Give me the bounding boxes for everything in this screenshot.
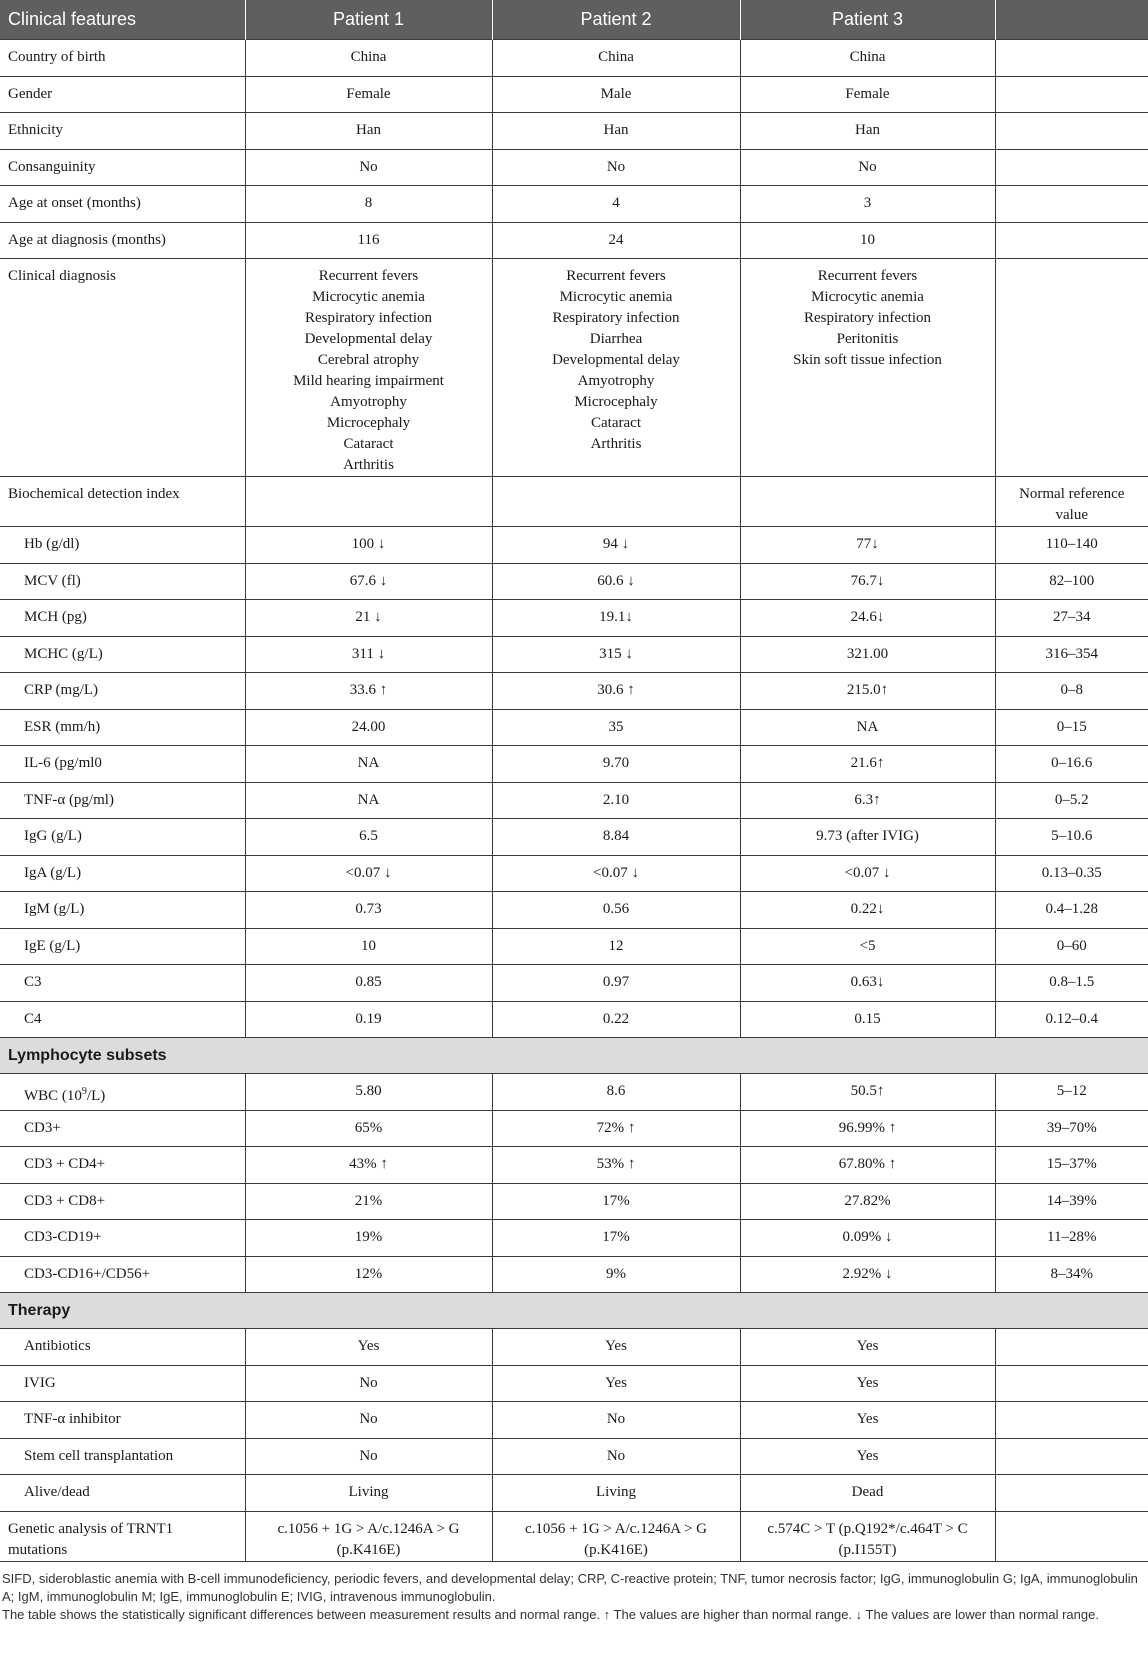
section-title: Therapy <box>0 1293 1148 1329</box>
cell-line: (p.K416E) <box>584 1541 648 1558</box>
patient-2-value <box>492 477 740 527</box>
cell-line: Amyotrophy <box>577 373 655 389</box>
lymphocyte-row <box>0 1220 1148 1257</box>
cell-line: Microcephaly <box>574 394 658 410</box>
reference-value: 8–34% <box>995 1256 1148 1293</box>
therapy-section-header <box>0 1293 1148 1329</box>
patient-1-value: 43% ↑ <box>245 1147 492 1184</box>
cell-line: Normal reference <box>1019 486 1125 502</box>
cell-line: Amyotrophy <box>330 394 407 410</box>
row-label: ESR (mm/h) <box>0 709 245 746</box>
reference-value: 14–39% <box>995 1183 1148 1220</box>
patient-1-value: 0.19 <box>245 1001 492 1038</box>
patient-1-value: 5.80 <box>245 1074 492 1111</box>
biochemical-row <box>0 527 1148 564</box>
patient-1-value: 19% <box>245 1220 492 1257</box>
patient-1-value: 21% <box>245 1183 492 1220</box>
row-label: Alive/dead <box>0 1475 245 1512</box>
patient-1-value: 0.73 <box>245 892 492 929</box>
patient-2-value: 17% <box>492 1220 740 1257</box>
patient-1-value: Han <box>245 113 492 150</box>
row-label: MCH (pg) <box>0 600 245 637</box>
row-label: IgE (g/L) <box>0 928 245 965</box>
patient-2-value: 0.97 <box>492 965 740 1002</box>
patient-2-value: 8.6 <box>492 1074 740 1111</box>
cell-line: c.1056 + 1G > A/c.1246A > G <box>524 1520 708 1537</box>
row-label: Country of birth <box>0 40 245 77</box>
patient-2-value: 315 ↓ <box>492 636 740 673</box>
lymphocyte-row <box>0 1110 1148 1147</box>
patient-3-value: China <box>740 40 995 77</box>
patient-2-value: 24 <box>492 222 740 259</box>
row-label: Age at onset (months) <box>0 186 245 223</box>
patient-2-value: China <box>492 40 740 77</box>
biochemical-row <box>0 600 1148 637</box>
lymphocyte-row <box>0 1147 1148 1184</box>
patient-1-diagnosis <box>245 259 492 477</box>
reference-value: 11–28% <box>995 1220 1148 1257</box>
patient-3-value: Yes <box>740 1402 995 1439</box>
cell-line: Mild hearing impairment <box>293 373 444 389</box>
biochemical-row <box>0 746 1148 783</box>
reference-value <box>995 113 1148 150</box>
patient-2-value: 8.84 <box>492 819 740 856</box>
demographic-row <box>0 222 1148 259</box>
reference-value <box>995 76 1148 113</box>
patient-1-value: 100 ↓ <box>245 527 492 564</box>
reference-value: 15–37% <box>995 1147 1148 1184</box>
patient-2-value: No <box>492 1438 740 1475</box>
patient-3-value: 96.99% ↑ <box>740 1110 995 1147</box>
patient-3-value: 0.63↓ <box>740 965 995 1002</box>
patient-2-value: Han <box>492 113 740 150</box>
reference-value: 82–100 <box>995 563 1148 600</box>
patient-3-value: 24.6↓ <box>740 600 995 637</box>
patient-1-value: Yes <box>245 1329 492 1366</box>
patient-3-value: 67.80% ↑ <box>740 1147 995 1184</box>
row-label: TNF-α (pg/ml) <box>0 782 245 819</box>
patient-3-diagnosis <box>740 259 995 477</box>
patient-2-value: No <box>492 1402 740 1439</box>
reference-value: 0.13–0.35 <box>995 855 1148 892</box>
patient-3-value: 10 <box>740 222 995 259</box>
patient-3-value: 27.82% <box>740 1183 995 1220</box>
patient-3-value: 0.09% ↓ <box>740 1220 995 1257</box>
patient-1-value: NA <box>245 782 492 819</box>
row-label: MCV (fl) <box>0 563 245 600</box>
patient-2-diagnosis <box>492 259 740 477</box>
patient-3-value: 3 <box>740 186 995 223</box>
cell-line: Respiratory infection <box>803 310 932 326</box>
patient-1-value: 10 <box>245 928 492 965</box>
biochemical-row <box>0 819 1148 856</box>
biochemical-row <box>0 782 1148 819</box>
patient-1-value: 21 ↓ <box>245 600 492 637</box>
row-label: CD3 + CD8+ <box>0 1183 245 1220</box>
demographic-row <box>0 149 1148 186</box>
row-label: CD3+ <box>0 1110 245 1147</box>
patient-1-value: 24.00 <box>245 709 492 746</box>
cell-line: Recurrent fevers <box>817 268 918 284</box>
cell-line: Cerebral atrophy <box>317 352 420 368</box>
patient-3-value: 2.92% ↓ <box>740 1256 995 1293</box>
patient-1-value: China <box>245 40 492 77</box>
patient-3-value: 215.0↑ <box>740 673 995 710</box>
cell-line: Developmental delay <box>552 352 680 368</box>
cell-line: Skin soft tissue infection <box>793 352 942 368</box>
clinical-diagnosis-row <box>0 259 1148 477</box>
patient-2-value: 35 <box>492 709 740 746</box>
cell-line: Cataract <box>343 436 394 452</box>
patient-2-value: 60.6 ↓ <box>492 563 740 600</box>
row-label: Stem cell transplantation <box>0 1438 245 1475</box>
patient-3-value: Yes <box>740 1329 995 1366</box>
patient-2-value: 17% <box>492 1183 740 1220</box>
row-label <box>0 1511 245 1561</box>
cell-line: Microcephaly <box>326 415 411 431</box>
patient-3-value: <0.07 ↓ <box>740 855 995 892</box>
biochemical-row <box>0 892 1148 929</box>
row-label: C4 <box>0 1001 245 1038</box>
patient-3-value: 50.5↑ <box>740 1074 995 1111</box>
patient-3-value: Female <box>740 76 995 113</box>
biochemical-row <box>0 673 1148 710</box>
reference-value <box>995 222 1148 259</box>
cell-line: Respiratory infection <box>552 310 680 326</box>
cell-line: c.1056 + 1G > A/c.1246A > G <box>277 1520 460 1537</box>
row-label: Biochemical detection index <box>0 477 245 527</box>
cell-line: Recurrent fevers <box>318 268 419 284</box>
patient-2-value: 94 ↓ <box>492 527 740 564</box>
reference-value: 39–70% <box>995 1110 1148 1147</box>
patient-2-value: 9.70 <box>492 746 740 783</box>
patient-3-value: Dead <box>740 1475 995 1512</box>
patient-3-value: 6.3↑ <box>740 782 995 819</box>
cell-line: (p.K416E) <box>336 1541 401 1558</box>
cell-line: Developmental delay <box>304 331 433 347</box>
demographic-row <box>0 113 1148 150</box>
patient-2-value: 53% ↑ <box>492 1147 740 1184</box>
biochemical-row <box>0 1001 1148 1038</box>
cell-line: Cataract <box>591 415 641 431</box>
row-label: Hb (g/dl) <box>0 527 245 564</box>
patient-2-value: 4 <box>492 186 740 223</box>
row-label: C3 <box>0 965 245 1002</box>
footnote-abbreviations: SIFD, sideroblastic anemia with B-cell immunodeficiency, periodic fevers, and developmental delay; CRP, C-reactive protein; TNF, tumor necrosis factor; IgG, immunoglobulin G; IgA, immunoglobulin A; IgM, immunoglobulin M; IgE, immunoglobulin E; IVIG, intravenous immunoglobulin. <box>2 1570 1138 1604</box>
cell-line: Respiratory infection <box>304 310 433 326</box>
reference-value <box>995 1402 1148 1439</box>
table-header-row <box>0 0 1148 40</box>
row-label: IgG (g/L) <box>0 819 245 856</box>
cell-line: Recurrent fevers <box>566 268 666 284</box>
alive-dead-row <box>0 1475 1148 1512</box>
cell-line: (p.I155T) <box>838 1541 897 1558</box>
patient-2-value: 0.56 <box>492 892 740 929</box>
patient-3-value: Han <box>740 113 995 150</box>
patient-1-value: 6.5 <box>245 819 492 856</box>
cell-line: Peritonitis <box>836 331 899 347</box>
cell-line: Genetic analysis of TRNT1 <box>8 1520 174 1537</box>
patient-1-value: No <box>245 1365 492 1402</box>
wbc-label-unit: /L) <box>86 1088 106 1104</box>
row-label: Gender <box>0 76 245 113</box>
demographic-row <box>0 40 1148 77</box>
patient-2-value: 19.1↓ <box>492 600 740 637</box>
reference-value: 0.8–1.5 <box>995 965 1148 1002</box>
row-label: CD3-CD19+ <box>0 1220 245 1257</box>
patient-3-value: 76.7↓ <box>740 563 995 600</box>
reference-value <box>995 1329 1148 1366</box>
patient-1-value: No <box>245 149 492 186</box>
reference-value: 5–12 <box>995 1074 1148 1111</box>
patient-1-value: No <box>245 1402 492 1439</box>
patient-1-value: NA <box>245 746 492 783</box>
header-clinical-features: Clinical features <box>0 0 245 40</box>
patient-3-value: 21.6↑ <box>740 746 995 783</box>
reference-value: 110–140 <box>995 527 1148 564</box>
patient-3-value: 9.73 (after IVIG) <box>740 819 995 856</box>
reference-value: 0–8 <box>995 673 1148 710</box>
patient-3-value: Yes <box>740 1438 995 1475</box>
patient-2-value: 2.10 <box>492 782 740 819</box>
patient-1-value: Female <box>245 76 492 113</box>
lymphocyte-row <box>0 1183 1148 1220</box>
patient-3-value: NA <box>740 709 995 746</box>
row-label: IgA (g/L) <box>0 855 245 892</box>
row-label: IgM (g/L) <box>0 892 245 929</box>
patient-1-value: 116 <box>245 222 492 259</box>
patient-1-value: 33.6 ↑ <box>245 673 492 710</box>
cell-line: Diarrhea <box>589 331 643 347</box>
biochemical-row <box>0 709 1148 746</box>
row-label: CD3 + CD4+ <box>0 1147 245 1184</box>
cell-line: value <box>1055 507 1088 523</box>
patient-2-value: Male <box>492 76 740 113</box>
patient-1-value: Living <box>245 1475 492 1512</box>
patient-1-value: 67.6 ↓ <box>245 563 492 600</box>
patient-3-value <box>740 477 995 527</box>
biochemical-row <box>0 855 1148 892</box>
reference-value <box>995 186 1148 223</box>
cell-line: Arthritis <box>343 457 394 473</box>
biochemical-row <box>0 636 1148 673</box>
reference-value <box>995 1475 1148 1512</box>
biochemical-row <box>0 928 1148 965</box>
reference-value <box>995 40 1148 77</box>
row-label: TNF-α inhibitor <box>0 1402 245 1439</box>
demographic-row <box>0 76 1148 113</box>
patient-1-value: 8 <box>245 186 492 223</box>
lymphocyte-row <box>0 1256 1148 1293</box>
cell-line: c.574C > T (p.Q192*/c.464T > C <box>767 1520 968 1537</box>
therapy-row <box>0 1365 1148 1402</box>
cell-line: Arthritis <box>590 436 642 452</box>
header-reference <box>995 0 1148 40</box>
row-label: Antibiotics <box>0 1329 245 1366</box>
biochemical-row <box>0 563 1148 600</box>
reference-value <box>995 259 1148 477</box>
cell-line: Microcytic anemia <box>312 289 425 305</box>
patient-1-value: 0.85 <box>245 965 492 1002</box>
patient-3-mutation <box>740 1511 995 1561</box>
cell-line: mutations <box>8 1541 68 1558</box>
patient-1-value: 12% <box>245 1256 492 1293</box>
patient-1-value: 65% <box>245 1110 492 1147</box>
wbc-label-exponent: 9 <box>81 1086 87 1097</box>
patient-1-value <box>245 477 492 527</box>
lymphocyte-row <box>0 1074 1148 1111</box>
patient-1-value: No <box>245 1438 492 1475</box>
reference-value <box>995 149 1148 186</box>
patient-1-value: 311 ↓ <box>245 636 492 673</box>
header-patient-1: Patient 1 <box>245 0 492 40</box>
therapy-row <box>0 1438 1148 1475</box>
cell-line: Microcytic anemia <box>559 289 673 305</box>
patient-2-value: 9% <box>492 1256 740 1293</box>
patient-3-value: No <box>740 149 995 186</box>
row-label: Clinical diagnosis <box>0 259 245 477</box>
patient-1-value: <0.07 ↓ <box>245 855 492 892</box>
patient-1-mutation <box>245 1511 492 1561</box>
wbc-label-text: WBC (10 <box>24 1088 82 1104</box>
patient-2-value: <0.07 ↓ <box>492 855 740 892</box>
patient-2-value: Yes <box>492 1329 740 1366</box>
row-label <box>0 1074 245 1111</box>
patient-2-value: 0.22 <box>492 1001 740 1038</box>
reference-value: 0–5.2 <box>995 782 1148 819</box>
biochemical-row <box>0 965 1148 1002</box>
footnote-arrows: The table shows the statistically significant differences between measurement results and normal range. ↑ The values are higher than normal range. ↓ The values are lower than normal range. <box>2 1606 1099 1622</box>
therapy-row <box>0 1329 1148 1366</box>
table-body <box>0 40 1148 1562</box>
reference-value <box>995 1365 1148 1402</box>
cell-line: Microcytic anemia <box>811 289 924 305</box>
row-label: Ethnicity <box>0 113 245 150</box>
patient-2-value: 72% ↑ <box>492 1110 740 1147</box>
patient-3-value: 0.15 <box>740 1001 995 1038</box>
reference-header <box>995 477 1148 527</box>
row-label: Consanguinity <box>0 149 245 186</box>
patient-3-value: 0.22↓ <box>740 892 995 929</box>
patient-3-value: <5 <box>740 928 995 965</box>
patient-2-value: Yes <box>492 1365 740 1402</box>
patient-2-value: Living <box>492 1475 740 1512</box>
lymphocyte-section-header <box>0 1038 1148 1074</box>
row-label: IVIG <box>0 1365 245 1402</box>
row-label: Age at diagnosis (months) <box>0 222 245 259</box>
row-label: IL-6 (pg/ml0 <box>0 746 245 783</box>
header-patient-3: Patient 3 <box>740 0 995 40</box>
table-footnotes <box>0 1562 1148 1624</box>
patient-3-value: Yes <box>740 1365 995 1402</box>
row-label: MCHC (g/L) <box>0 636 245 673</box>
therapy-row <box>0 1402 1148 1439</box>
reference-value: 0–60 <box>995 928 1148 965</box>
reference-value: 0–16.6 <box>995 746 1148 783</box>
patient-2-mutation <box>492 1511 740 1561</box>
patient-3-value: 77↓ <box>740 527 995 564</box>
section-title: Lymphocyte subsets <box>0 1038 1148 1074</box>
header-patient-2: Patient 2 <box>492 0 740 40</box>
reference-value: 316–354 <box>995 636 1148 673</box>
reference-value: 27–34 <box>995 600 1148 637</box>
reference-value: 0–15 <box>995 709 1148 746</box>
reference-value: 5–10.6 <box>995 819 1148 856</box>
demographic-row <box>0 186 1148 223</box>
row-label: CRP (mg/L) <box>0 673 245 710</box>
patient-3-value: 321.00 <box>740 636 995 673</box>
reference-value: 0.12–0.4 <box>995 1001 1148 1038</box>
patient-2-value: 30.6 ↑ <box>492 673 740 710</box>
reference-value <box>995 1438 1148 1475</box>
row-label: CD3-CD16+/CD56+ <box>0 1256 245 1293</box>
genetic-analysis-row <box>0 1511 1148 1561</box>
reference-value <box>995 1511 1148 1561</box>
reference-value: 0.4–1.28 <box>995 892 1148 929</box>
patient-2-value: No <box>492 149 740 186</box>
biochemical-header-row <box>0 477 1148 527</box>
patient-2-value: 12 <box>492 928 740 965</box>
